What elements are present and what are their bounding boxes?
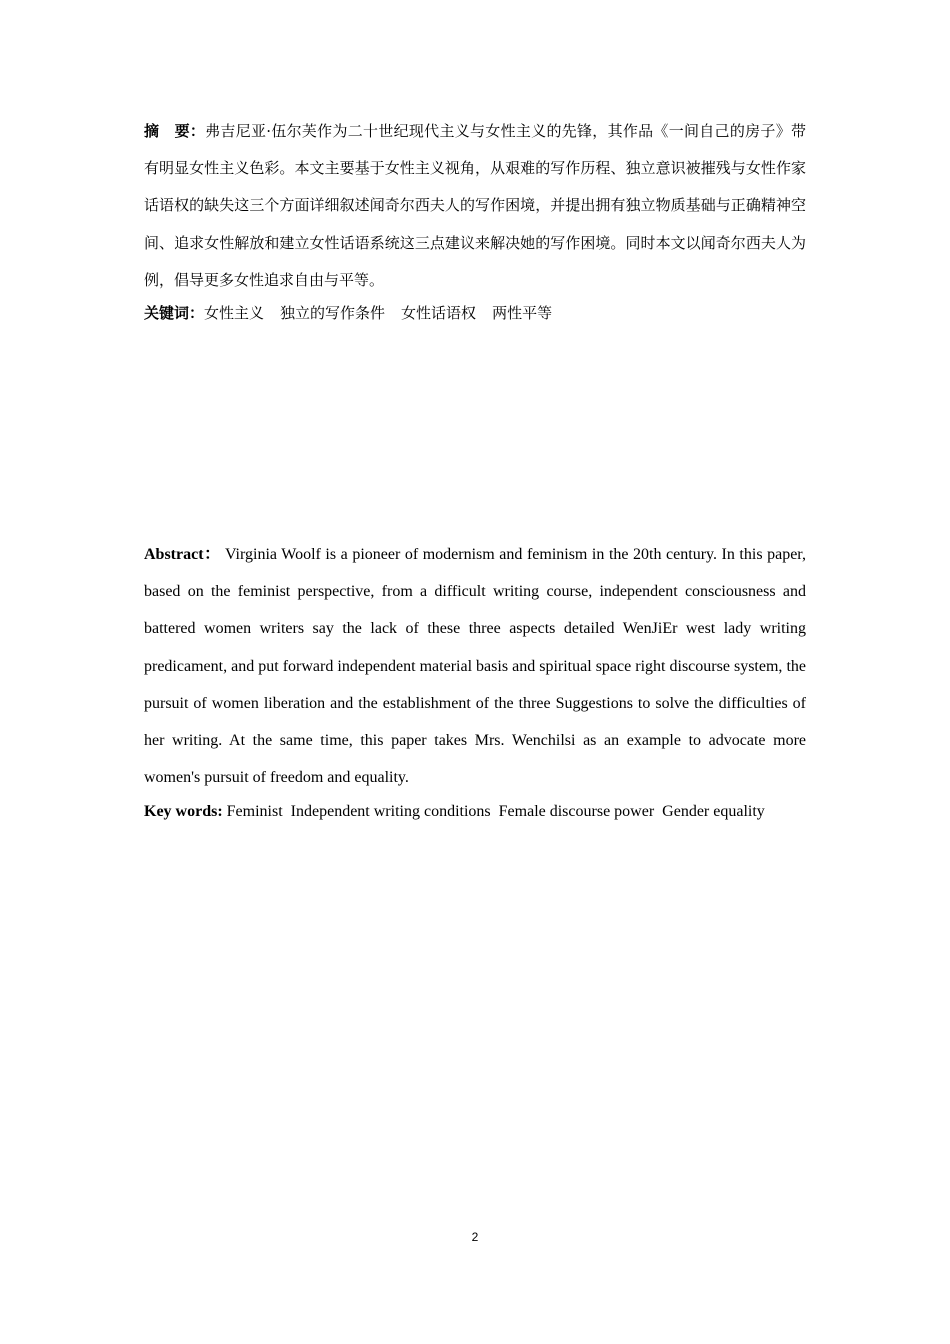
english-keyword: Feminist bbox=[226, 803, 283, 820]
english-keyword: Female discourse power bbox=[498, 803, 655, 820]
chinese-keyword: 女性主义 bbox=[204, 304, 265, 322]
english-abstract bbox=[144, 536, 806, 796]
chinese-keyword: 两性平等 bbox=[492, 304, 553, 322]
chinese-keyword: 独立的写作条件 bbox=[280, 304, 386, 322]
english-keywords bbox=[144, 800, 844, 824]
chinese-abstract bbox=[144, 113, 806, 299]
chinese-abstract-text: 弗吉尼亚·伍尔芙作为二十世纪现代主义与女性主义的先锋，其作品《一间自己的房子》带有明显女性主义色彩。本文主要基于女性主义视角，从艰难的写作历程、独立意识被摧残与女性作家话语权的缺失这三个方面详细叙述闻奇尔西夫人的写作困境，并提出拥有独立物质基础与正确精神空间、追求女性解放和建立女性话语系统这三点建议来解决她的写作困境。同时本文以闻奇尔西夫人为例，倡导更多女性追求自由与平等。 bbox=[144, 122, 806, 289]
chinese-keywords-label: 关键词： bbox=[144, 304, 205, 322]
english-abstract-text: Virginia Woolf is a pioneer of modernism and feminism in the 20th century. In this paper, based on the feminist perspective, from a difficult writing course, independent consciousness and battered women writers say the lack of these three aspects detailed WenJiEr west lady writing predicament, and put forward independent material basis and spiritual space right discourse system, the pursuit of women liberation and the establishment of the three Suggestions to solve the difficulties of her writing. At the same time, this paper takes Mrs. Wenchilsi as an example to advocate more women's pursuit of freedom and equality. bbox=[144, 546, 806, 787]
page-number: 2 bbox=[471, 1230, 479, 1244]
chinese-keywords bbox=[144, 300, 806, 326]
english-abstract-label: Abstract： bbox=[144, 546, 221, 563]
english-keywords-label: Key words: bbox=[144, 803, 223, 820]
chinese-keyword: 女性话语权 bbox=[401, 304, 477, 322]
english-keyword: Independent writing conditions bbox=[290, 803, 491, 820]
english-keyword: Gender equality bbox=[662, 803, 765, 820]
chinese-abstract-label: 摘 要： bbox=[144, 122, 206, 140]
